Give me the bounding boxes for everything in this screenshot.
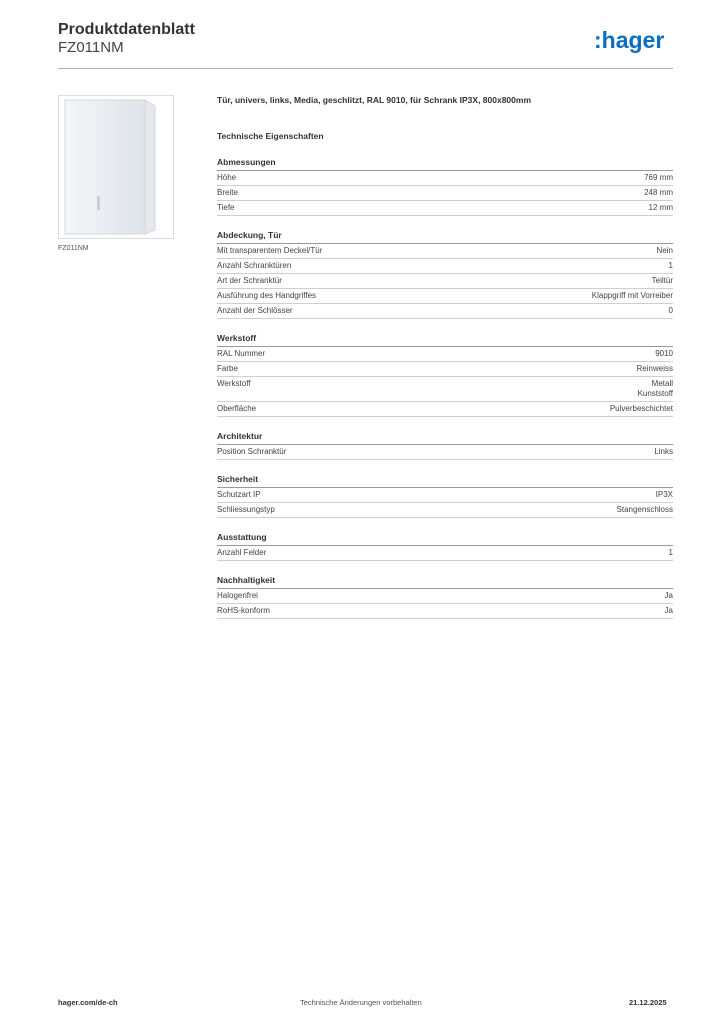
property-section bbox=[217, 431, 673, 460]
property-row bbox=[217, 362, 673, 377]
property-section bbox=[217, 333, 673, 417]
footer-notice: Technische Änderungen vorbehalten bbox=[300, 998, 422, 1007]
property-section bbox=[217, 575, 673, 619]
page-title: Produktdatenblatt bbox=[58, 21, 195, 38]
property-label: Werkstoff bbox=[217, 379, 251, 388]
website-link[interactable]: hager.com/de-ch bbox=[58, 998, 118, 1007]
property-value: 0 bbox=[668, 306, 673, 315]
properties-list bbox=[217, 157, 673, 619]
property-value: IP3X bbox=[655, 490, 673, 499]
property-row bbox=[217, 604, 673, 619]
property-label: Mit transparentem Deckel/Tür bbox=[217, 246, 323, 255]
property-label: Schutzart IP bbox=[217, 490, 261, 499]
property-row bbox=[217, 289, 673, 304]
section-title: Ausstattung bbox=[217, 532, 673, 546]
property-row bbox=[217, 171, 673, 186]
property-row bbox=[217, 259, 673, 274]
hager-logo-icon bbox=[594, 26, 674, 56]
property-row bbox=[217, 201, 673, 216]
property-row bbox=[217, 377, 673, 402]
property-value: 769 mm bbox=[644, 173, 673, 182]
property-value: 248 mm bbox=[644, 188, 673, 197]
property-label: Art der Schranktür bbox=[217, 276, 282, 285]
property-label: Höhe bbox=[217, 173, 237, 182]
property-value: 1 bbox=[668, 261, 673, 270]
product-code: FZ011NM bbox=[58, 39, 124, 56]
cabinet-door-illustration bbox=[59, 96, 173, 238]
property-value: 12 mm bbox=[648, 203, 673, 212]
property-label: Ausführung des Handgriffes bbox=[217, 291, 317, 300]
header-divider bbox=[58, 68, 673, 69]
property-value: Teiltür bbox=[651, 276, 673, 285]
hager-logo-text: :hager bbox=[594, 27, 665, 53]
property-label: Anzahl Schranktüren bbox=[217, 261, 292, 270]
property-value: 9010 bbox=[655, 349, 673, 358]
property-value: Nein bbox=[656, 246, 673, 255]
property-value: Pulverbeschichtet bbox=[609, 404, 673, 413]
property-row bbox=[217, 274, 673, 289]
property-row bbox=[217, 546, 673, 561]
property-row bbox=[217, 304, 673, 319]
property-label: Anzahl Felder bbox=[217, 548, 267, 557]
section-title: Werkstoff bbox=[217, 333, 673, 347]
property-label: Schliessungstyp bbox=[217, 505, 275, 514]
property-label: Breite bbox=[217, 188, 238, 197]
property-value: Metall Kunststoff bbox=[637, 379, 673, 398]
property-section bbox=[217, 474, 673, 518]
section-title: Architektur bbox=[217, 431, 673, 445]
property-row bbox=[217, 589, 673, 604]
section-title: Abmessungen bbox=[217, 157, 673, 171]
property-row bbox=[217, 445, 673, 460]
section-title: Abdeckung, Tür bbox=[217, 230, 673, 244]
property-label: Oberfläche bbox=[217, 404, 257, 413]
property-row bbox=[217, 347, 673, 362]
property-label: RoHS-konform bbox=[217, 606, 270, 615]
property-value: 1 bbox=[668, 548, 673, 557]
property-row bbox=[217, 402, 673, 417]
property-row bbox=[217, 503, 673, 518]
section-title: Sicherheit bbox=[217, 474, 673, 488]
property-value: Ja bbox=[664, 606, 673, 615]
property-label: Farbe bbox=[217, 364, 238, 373]
hager-logo[interactable] bbox=[594, 26, 674, 56]
tech-properties-heading: Technische Eigenschaften bbox=[217, 131, 324, 141]
footer-date: 21.12.2025 bbox=[629, 998, 667, 1007]
property-label: Anzahl der Schlösser bbox=[217, 306, 293, 315]
property-value: Stangenschloss bbox=[616, 505, 673, 514]
property-label: Position Schranktür bbox=[217, 447, 287, 456]
property-row bbox=[217, 488, 673, 503]
product-description: Tür, univers, links, Media, geschlitzt, RAL 9010, für Schrank IP3X, 800x800mm bbox=[217, 95, 531, 105]
image-caption: FZ011NM bbox=[58, 245, 89, 252]
property-value: Reinweiss bbox=[636, 364, 673, 373]
property-label: RAL Nummer bbox=[217, 349, 266, 358]
property-label: Halogenfrei bbox=[217, 591, 258, 600]
property-value: Klappgriff mit Vorreiber bbox=[591, 291, 673, 300]
product-image bbox=[58, 95, 174, 239]
property-section bbox=[217, 157, 673, 216]
property-section bbox=[217, 230, 673, 319]
property-row bbox=[217, 244, 673, 259]
property-value: Ja bbox=[664, 591, 673, 600]
datasheet-content bbox=[217, 95, 673, 633]
property-label: Tiefe bbox=[217, 203, 235, 212]
section-title: Nachhaltigkeit bbox=[217, 575, 673, 589]
property-row bbox=[217, 186, 673, 201]
property-section bbox=[217, 532, 673, 561]
property-value: Links bbox=[654, 447, 673, 456]
